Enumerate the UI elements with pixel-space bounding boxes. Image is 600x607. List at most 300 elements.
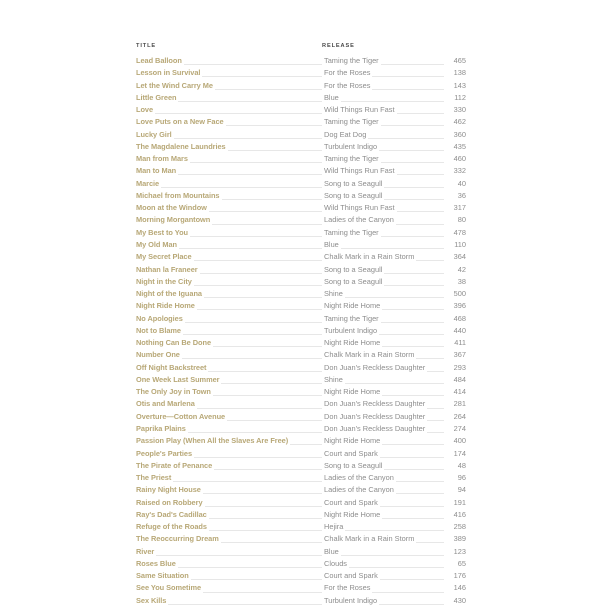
song-title: Lesson in Survival [136,68,201,78]
song-title: Nothing Can Be Done [136,338,212,348]
release-album: Song to a Seagull [324,264,383,274]
index-row-release-cell [322,558,444,570]
leader-dots [384,285,444,286]
index-row-title-cell [136,165,322,177]
song-title: Love Puts on a New Face [136,117,224,127]
song-title: My Secret Place [136,252,192,262]
index-row-release-cell [322,582,444,594]
release-album: Taming the Tiger [324,56,379,65]
page-number: 110 [454,239,466,249]
index-row [136,141,466,153]
index-row-release-cell [322,497,444,509]
release-album: Chalk Mark in a Rain Storm [324,350,415,360]
page-number: 48 [457,460,466,470]
index-row [136,104,466,116]
index-row-release-cell [322,546,444,558]
index-row-title-cell [136,435,322,447]
leader-dots [168,604,322,605]
index-row [136,497,466,509]
index-row-release-cell [322,141,444,153]
leader-dots [197,309,322,310]
index-row-release-cell [322,313,444,325]
leader-dots [194,260,322,261]
leader-dots [381,162,444,163]
release-album: Wild Things Run Fast [324,203,395,213]
leader-dots [221,383,322,384]
song-title: Moon at the Window [136,203,207,213]
index-row [136,129,466,141]
song-title: Man from Mars [136,154,188,164]
release-album: Turbulent Indigo [324,595,378,605]
index-row-title-cell [136,570,322,582]
index-row-release-cell [322,202,444,214]
leader-dots [205,506,323,507]
song-title: Michael from Mountains [136,190,220,200]
index-row [136,165,466,177]
index-row [136,178,466,190]
index-row-title-cell [136,546,322,558]
leader-dots [382,518,444,519]
leader-dots [345,530,444,531]
index-row-release-cell [322,460,444,472]
index-row [136,362,466,374]
leader-dots [381,322,444,323]
index-row-title-cell [136,533,322,545]
index-row-title-cell [136,386,322,398]
leader-dots [384,187,444,188]
index-row-release-cell [322,325,444,337]
index-row-title-cell [136,460,322,472]
page-number: 330 [453,105,466,115]
release-album: Wild Things Run Fast [324,105,395,115]
leader-dots [372,592,444,593]
index-row-release-cell [322,386,444,398]
index-row [136,214,466,226]
leader-dots [290,444,322,445]
leader-dots [179,248,322,249]
release-album: Song to a Seagull [324,190,383,200]
index-row-title-cell [136,582,322,594]
leader-dots [215,89,322,90]
leader-dots [209,518,322,519]
leader-dots [372,89,444,90]
page-number: 138 [453,68,466,78]
release-album: Dog Eat Dog [324,129,367,139]
index-row-release-cell [322,116,444,128]
leader-dots [341,101,444,102]
leader-dots [396,493,444,494]
index-row-title-cell [136,153,322,165]
release-album: Court and Spark [324,571,378,581]
leader-dots [174,138,322,139]
index-row-title-cell [136,55,322,67]
index-row-release-cell [322,153,444,165]
release-album: Taming the Tiger [324,227,379,237]
song-title: Morning Morgantown [136,215,211,225]
leader-dots [397,113,444,114]
page-number: 396 [453,301,466,311]
index-row [136,276,466,288]
release-album: Blue [324,546,339,556]
release-album: Court and Spark [324,448,378,458]
leader-dots [379,334,444,335]
leader-dots [185,322,322,323]
release-album: Don Juan's Reckless Daughter [324,362,426,372]
index-row-release-cell [322,239,444,251]
index-row [136,460,466,472]
song-title: People's Parties [136,448,193,458]
leader-dots [190,236,322,237]
page-number: 360 [453,129,466,139]
page-number: 264 [453,411,466,421]
leader-dots [213,346,322,347]
index-row-title-cell [136,497,322,509]
leader-dots [155,113,322,114]
leader-dots [381,64,444,65]
release-album: Court and Spark [324,497,378,507]
index-row-title-cell [136,374,322,386]
index-row-title-cell [136,300,322,312]
page-number: 146 [453,583,466,593]
leader-dots [212,224,322,225]
release-album: For the Roses [324,583,371,593]
release-album: Blue [324,239,339,249]
index-row-title-cell [136,116,322,128]
index-row [136,349,466,361]
release-album: Taming the Tiger [324,154,379,164]
leader-dots [381,125,444,126]
page-number: 430 [453,595,466,605]
release-album: Hejira [324,522,344,532]
leader-dots [194,457,322,458]
index-row [136,595,466,607]
index-row-release-cell [322,104,444,116]
page-number: 281 [453,399,466,409]
index-row-title-cell [136,595,322,607]
release-album: Night Ride Home [324,338,381,348]
index-row-title-cell [136,349,322,361]
index-row-release-cell [322,251,444,263]
index-row [136,374,466,386]
index-row-release-cell [322,398,444,410]
index-row [136,521,466,533]
release-album: Night Ride Home [324,301,381,311]
index-row-title-cell [136,448,322,460]
leader-dots [384,273,444,274]
page-number: 123 [453,546,466,556]
index-row-title-cell [136,239,322,251]
song-title: Roses Blue [136,558,176,568]
song-title: Let the Wind Carry Me [136,80,213,90]
release-album: Taming the Tiger [324,117,379,127]
index-row-title-cell [136,190,322,202]
index-row-release-cell [322,276,444,288]
leader-dots [203,493,322,494]
index-row-title-cell [136,178,322,190]
leader-dots [382,395,444,396]
page-number: 174 [453,448,466,458]
page-number: 317 [453,203,466,213]
leader-dots [156,555,322,556]
index-row-release-cell [322,92,444,104]
page-number: 414 [453,387,466,397]
index-row-title-cell [136,411,322,423]
index-row [136,116,466,128]
index-row-release-cell [322,190,444,202]
index-row-title-cell [136,104,322,116]
leader-dots [382,309,444,310]
index-row-release-cell [322,337,444,349]
song-title: Passion Play (When All the Slaves Are Free) [136,436,289,446]
page-number: 42 [457,264,466,274]
song-title: Off Night Backstreet [136,362,207,372]
page-number: 258 [453,522,466,532]
index-row [136,411,466,423]
index-row [136,80,466,92]
leader-dots [427,408,444,409]
release-album: Chalk Mark in a Rain Storm [324,534,415,544]
index-row-title-cell [136,423,322,435]
index-row-release-cell [322,448,444,460]
column-header-title: TITLE [136,43,157,49]
leader-dots [396,224,444,225]
page-number: 80 [457,215,466,225]
index-row [136,288,466,300]
song-index-page [136,43,466,607]
index-row-release-cell [322,595,444,607]
index-row-title-cell [136,251,322,263]
page-number: 274 [453,423,466,433]
leader-dots [197,408,322,409]
leader-dots [191,579,322,580]
column-header-release: RELEASE [322,43,355,49]
index-row-title-cell [136,129,322,141]
index-row-title-cell [136,472,322,484]
release-album: Night Ride Home [324,387,381,397]
index-row-title-cell [136,484,322,496]
index-row [136,67,466,79]
release-album: Shine [324,374,343,384]
release-album: Song to a Seagull [324,460,383,470]
release-album: Night Ride Home [324,436,381,446]
index-row [136,386,466,398]
song-title: Lucky Girl [136,129,172,139]
page-number: 364 [453,252,466,262]
page-number: 112 [454,92,466,102]
song-title: Man to Man [136,166,177,176]
leader-dots [379,604,444,605]
release-album: Blue [324,92,339,102]
song-title: No Apologies [136,313,183,323]
page-number: 435 [453,141,466,151]
song-title: Not to Blame [136,325,181,335]
index-row-title-cell [136,313,322,325]
song-title: Same Situation [136,571,189,581]
index-row-title-cell [136,362,322,374]
index-column-headers [136,43,466,49]
index-row [136,264,466,276]
release-album: Song to a Seagull [324,276,383,286]
index-row-title-cell [136,202,322,214]
song-title: Nathan la Franeer [136,264,198,274]
leader-dots [384,199,444,200]
leader-dots [209,530,322,531]
index-row [136,533,466,545]
leader-dots [178,567,322,568]
leader-dots [202,76,322,77]
index-row-release-cell [322,521,444,533]
index-row [136,251,466,263]
page-number: 500 [453,289,466,299]
leader-dots [184,64,322,65]
leader-dots [214,469,322,470]
leader-dots [188,432,322,433]
song-title: One Week Last Summer [136,374,220,384]
leader-dots [341,248,444,249]
index-row [136,300,466,312]
index-row [136,325,466,337]
page-number: 465 [453,56,466,65]
index-row-title-cell [136,558,322,570]
leader-dots [221,542,322,543]
leader-dots [397,211,444,212]
song-title: Lead Balloon [136,56,182,65]
leader-dots [213,395,322,396]
page-number: 191 [453,497,466,507]
leader-dots [384,469,444,470]
song-title: Number One [136,350,180,360]
index-row-release-cell [322,178,444,190]
index-row [136,55,466,67]
index-row-title-cell [136,509,322,521]
song-title: Overture—Cotton Avenue [136,411,226,421]
index-row-release-cell [322,374,444,386]
song-title: Sex Kills [136,595,167,605]
release-album: For the Roses [324,68,371,78]
song-title: Little Green [136,92,177,102]
song-title: Otis and Marlena [136,399,195,409]
leader-dots [427,432,444,433]
leader-dots [200,273,322,274]
release-album: Don Juan's Reckless Daughter [324,411,426,421]
song-title: Rainy Night House [136,485,201,495]
index-row-release-cell [322,300,444,312]
leader-dots [203,592,322,593]
index-row-title-cell [136,521,322,533]
index-row-release-cell [322,80,444,92]
leader-dots [382,444,444,445]
page-number: 38 [457,276,466,286]
leader-dots [416,260,444,261]
leader-dots [380,506,444,507]
page-number: 440 [453,325,466,335]
page-number: 94 [457,485,466,495]
song-title: The Magdalene Laundries [136,141,226,151]
index-row [136,570,466,582]
index-row [136,92,466,104]
index-row-title-cell [136,141,322,153]
page-number: 411 [454,338,466,348]
index-row-release-cell [322,288,444,300]
index-row-title-cell [136,264,322,276]
index-row-title-cell [136,227,322,239]
index-row [136,337,466,349]
index-row-release-cell [322,227,444,239]
index-row [136,227,466,239]
release-album: Wild Things Run Fast [324,166,395,176]
index-row-release-cell [322,55,444,67]
leader-dots [427,371,444,372]
page-number: 460 [453,154,466,164]
release-album: Ladies of the Canyon [324,215,394,225]
release-album: Shine [324,289,343,299]
index-row-title-cell [136,67,322,79]
index-row [136,202,466,214]
release-album: Clouds [324,558,348,568]
leader-dots [161,187,322,188]
page-number: 96 [457,473,466,483]
index-row-release-cell [322,533,444,545]
song-title: The Pirate of Penance [136,460,213,470]
page-number: 400 [453,436,466,446]
leader-dots [173,481,322,482]
index-row-release-cell [322,264,444,276]
song-title: Raised on Robbery [136,497,203,507]
song-title: Ray's Dad's Cadillac [136,509,207,519]
leader-dots [380,579,444,580]
leader-dots [372,76,444,77]
index-row-release-cell [322,472,444,484]
page-number: 293 [453,362,466,372]
leader-dots [183,334,322,335]
page-number: 65 [457,558,466,568]
song-title: Night in the City [136,276,192,286]
index-row [136,398,466,410]
index-row-release-cell [322,214,444,226]
leader-dots [381,236,444,237]
page-number: 40 [457,178,466,188]
index-row-title-cell [136,92,322,104]
index-row [136,546,466,558]
index-row-release-cell [322,67,444,79]
song-title: The Priest [136,473,172,483]
leader-dots [209,211,322,212]
page-number: 143 [453,80,466,90]
index-row-release-cell [322,165,444,177]
song-title: Paprika Plains [136,423,186,433]
index-row [136,484,466,496]
index-row [136,472,466,484]
index-row [136,582,466,594]
leader-dots [190,162,322,163]
release-album: Taming the Tiger [324,313,379,323]
leader-dots [397,174,444,175]
leader-dots [341,555,444,556]
release-album: Turbulent Indigo [324,141,378,151]
index-row-release-cell [322,349,444,361]
leader-dots [382,346,444,347]
index-row-release-cell [322,484,444,496]
song-title: River [136,546,155,556]
song-title: Night of the Iguana [136,289,202,299]
page-number: 36 [457,190,466,200]
song-title: The Only Joy in Town [136,387,211,397]
page-number: 176 [453,571,466,581]
leader-dots [416,358,444,359]
release-album: For the Roses [324,80,371,90]
index-row [136,558,466,570]
index-row [136,190,466,202]
